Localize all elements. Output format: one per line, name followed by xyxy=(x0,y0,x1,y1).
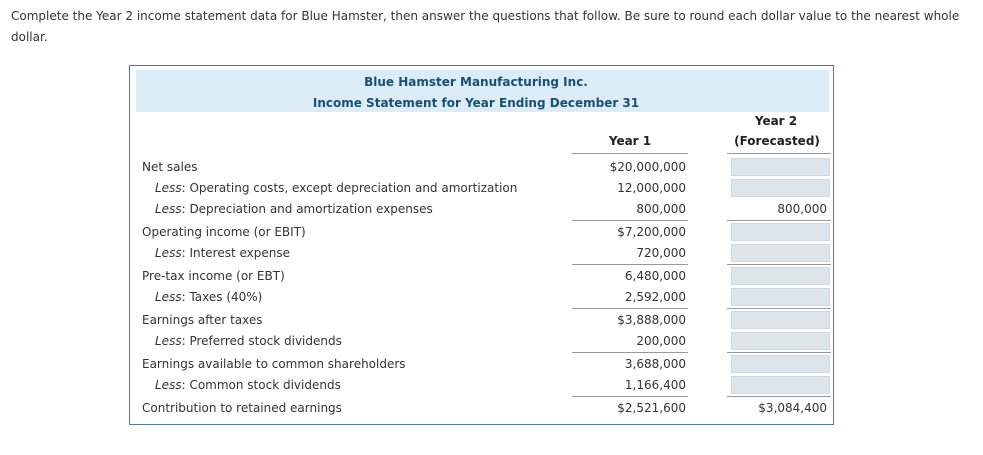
row-label: Less: Preferred stock dividends xyxy=(155,334,342,348)
year2-input-earnings-after-taxes[interactable] xyxy=(731,311,830,329)
year2-column-header: Year 2 xyxy=(754,114,798,128)
subtotal-rule xyxy=(572,396,688,397)
year2-value: $3,084,400 xyxy=(758,401,827,415)
row-label: Contribution to retained earnings xyxy=(142,401,342,415)
subtotal-rule xyxy=(572,220,688,221)
year1-value: 1,166,400 xyxy=(624,378,686,392)
subtotal-rule xyxy=(727,264,831,265)
subtotal-rule xyxy=(572,308,688,309)
row-operating-income xyxy=(130,222,835,244)
row-preferred-dividends xyxy=(130,331,835,353)
year1-value: $2,521,600 xyxy=(617,401,686,415)
year1-column-header: Year 1 xyxy=(608,134,652,148)
row-label: Earnings available to common shareholders xyxy=(142,357,406,371)
year1-value: 3,688,000 xyxy=(624,357,686,371)
company-name: Blue Hamster Manufacturing Inc. xyxy=(364,75,588,89)
row-earnings-common xyxy=(130,354,835,376)
row-label: Less: Taxes (40%) xyxy=(155,290,263,304)
row-label: Operating income (or EBIT) xyxy=(142,225,306,239)
statement-header xyxy=(136,70,829,112)
row-operating-costs xyxy=(130,178,835,200)
instructions-text: Complete the Year 2 income statement data for Blue Hamster, then answer the questions that follow. Be sure to round each dollar value to the nearest whole dollar. xyxy=(11,9,960,44)
row-label: Less: Interest expense xyxy=(155,246,291,260)
row-label: Earnings after taxes xyxy=(142,313,263,327)
income-statement-panel xyxy=(129,65,834,425)
row-earnings-after-taxes xyxy=(130,310,835,332)
row-taxes xyxy=(130,287,835,309)
row-interest-expense xyxy=(130,243,835,265)
row-label: Pre-tax income (or EBT) xyxy=(142,269,285,283)
year2-input-earnings-common[interactable] xyxy=(731,355,830,373)
subtotal-rule xyxy=(727,352,831,353)
subtotal-rule xyxy=(572,352,688,353)
year1-value: $3,888,000 xyxy=(617,313,686,327)
year2-input-taxes[interactable] xyxy=(731,288,830,306)
row-label: Net sales xyxy=(142,160,198,174)
year1-value: $7,200,000 xyxy=(617,225,686,239)
year2-forecasted-label: (Forecasted) xyxy=(734,134,820,148)
subtotal-rule xyxy=(727,308,831,309)
year2-input-interest-expense[interactable] xyxy=(731,244,830,262)
subtotal-rule xyxy=(572,264,688,265)
row-depreciation xyxy=(130,199,835,221)
row-net-sales xyxy=(130,157,835,179)
year1-value: 6,480,000 xyxy=(624,269,686,283)
year2-input-operating-costs[interactable] xyxy=(731,179,830,197)
statement-title: Income Statement for Year Ending December 31 xyxy=(312,96,640,110)
subtotal-rule xyxy=(727,220,831,221)
year2-input-net-sales[interactable] xyxy=(731,158,830,176)
row-label: Less: Operating costs, except depreciation and amortization xyxy=(155,181,518,195)
row-label: Less: Common stock dividends xyxy=(155,378,341,392)
year1-value: 800,000 xyxy=(636,202,686,216)
year1-value: 720,000 xyxy=(636,246,686,260)
year2-input-preferred-dividends[interactable] xyxy=(731,332,830,350)
year1-value: 12,000,000 xyxy=(617,181,686,195)
year1-value: 2,592,000 xyxy=(624,290,686,304)
year1-header-rule xyxy=(572,153,688,154)
year1-value: 200,000 xyxy=(636,334,686,348)
row-label: Less: Depreciation and amortization expenses xyxy=(155,202,433,216)
row-common-dividends xyxy=(130,375,835,397)
year2-header-rule xyxy=(727,153,831,154)
subtotal-rule xyxy=(727,396,831,397)
year2-value: 800,000 xyxy=(777,202,827,216)
row-retained-earnings xyxy=(130,398,835,420)
year2-input-operating-income[interactable] xyxy=(731,223,830,241)
year2-input-common-dividends[interactable] xyxy=(731,376,830,394)
year1-value: $20,000,000 xyxy=(609,160,686,174)
year2-input-pretax-income[interactable] xyxy=(731,267,830,285)
row-pretax-income xyxy=(130,266,835,288)
